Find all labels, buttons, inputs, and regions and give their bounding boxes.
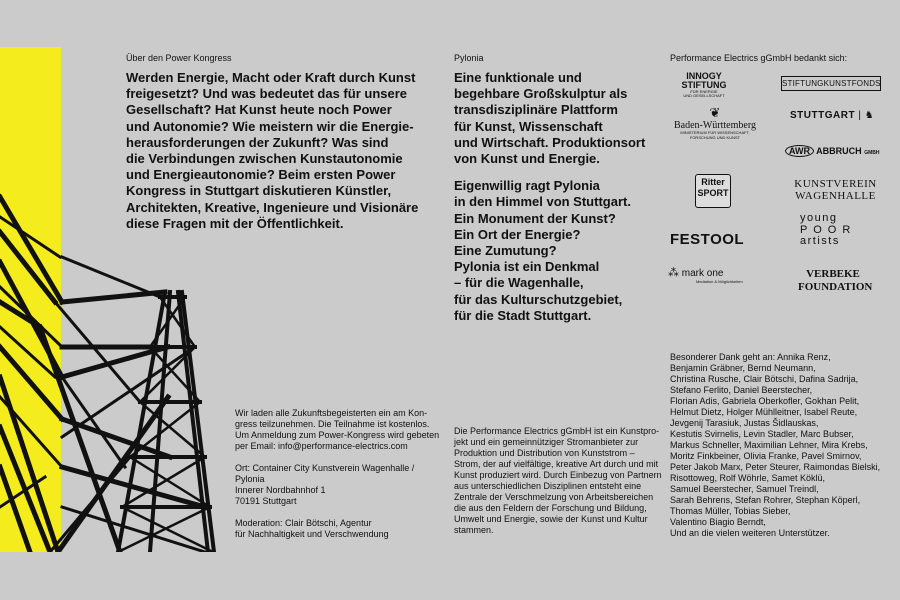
innogy-logo-subtext: FÜR ENERGIE UND GESELLSCHAFT <box>683 89 725 98</box>
section-kicker: Pylonia <box>454 53 484 63</box>
stuttgart-logo <box>790 110 878 121</box>
markone-logo-text: mark one <box>681 268 724 279</box>
crest-icon: ❦ <box>709 105 721 120</box>
pylonia-paragraph-2: Eigenwillig ragt Pylonia in den Himmel von Stuttgart. Ein Monument der Kunst? Ein Ort der Energie? Eine Zumutung? Pylonia ist ein Denkmal – für die Wagenhalle, für das Kulturschutzgebiet, für die Stadt Stuttgart. <box>454 178 631 323</box>
festool-logo-text: FESTOOL <box>670 231 745 248</box>
performance-electrics-text: Die Performance Electrics gGmbH ist ein Kunstpro- jekt und ein gemeinnütziger Stromanbieter zur Produktion und Distribution von Kunststrom – Strom, der auf vielfältige, kreative Art durch und mit Kunst produziert wird. Durch Einbezug von Partnern aus unterschiedlichen Disziplinen entsteht eine Zentrale der Verschmelzung von Arbeitsbereichen die aus den Feldern der Forschung und Bildung, Umwelt und Energie, sowie der Kunst und Kultur stammen. <box>454 426 662 535</box>
verbeke-foundation-logo <box>798 268 873 294</box>
markone-logo-subtext: Mediation & Möglichkeiten <box>696 279 743 284</box>
moderation-text: Moderation: Clair Bötschi, Agentur für Nachhaltigkeit und Verschwendung <box>235 518 389 539</box>
awr-oval-text: AWR <box>785 145 814 157</box>
baden-wuerttemberg-logo <box>670 106 760 140</box>
pylonia-paragraph-1: Eine funktionale und begehbare Großskulptur als transdisziplinäre Plattform für Kunst, Wissenschaft und Wirtschaft. Produktionsort von Kunst und Energie. <box>454 70 646 167</box>
kunstverein-logo-text: KUNSTVEREIN WAGENHALLE <box>794 178 877 202</box>
thanks-block <box>670 352 890 539</box>
middle-column <box>454 53 654 324</box>
festool-logo <box>670 231 760 248</box>
stuttgart-logo-text: STUTTGART <box>790 110 856 121</box>
kongress-headline: Werden Energie, Macht oder Kraft durch Kunst freigesetzt? Und was bedeutet das für unsere Gesellschaft? Hat Kunst heute noch Power und Autonomie? Wie meistern wir die Energie- herausforderungen der Zukunft? Was sind die Verbindungen zwischen Kunstautonomie und Energieautonomie? Beim ersten Power Kongress in Stuttgart diskutieren Künstler, Architekten, Kreative, Ingenieure und Visionäre diese Fragen mit der Öffentlichkeit. <box>126 70 419 231</box>
bw-logo-name: Baden-Württemberg <box>673 120 756 131</box>
left-column <box>126 53 436 232</box>
invitation-text: Wir laden alle Zukunftsbegeisterten ein am Kon- gress teilzunehmen. Die Teilnahme ist kostenlos. Um Anmeldung zum Power-Kongress wird gebeten per Email: info@performance-electrics.com <box>235 408 440 451</box>
innogy-stiftung-logo <box>672 72 736 98</box>
horse-icon: | ♞ <box>858 110 875 121</box>
thanks-text: Besonderer Dank geht an: Annika Renz, Benjamin Gräbner, Bernd Neumann, Christina Rusche, Clair Bötschi, Dafina Sadrija, Stefano Ferlito, Daniel Beerstecher, Florian Adis, Gabriela Oberkofler, Gokhan Pelit, Helmut Dietz, Holger Mühlleitner, Isabel Reute, Jevgenij Tarasiuk, Justas Šidlauskas, Kestutis Svirnelis, Levin Stadler, Marc Bubser, Markus Schneller, Maximilian Lehner, Mira Krebs, Moritz Finkbeiner, Olivia Franke, Pavel Smirnov, Peter Jakob Marx, Peter Steurer, Raimondas Bielski, Risottoweg, Rolf Wöhrle, Samet Köklü, Samuel Beerstecher, Samuel Treindl, Sarah Behrens, Stefan Rohrer, Stephan Köperl, Thomas Müller, Tobias Sieber, Valentino Biagio Berndt, Und an die vielen weiteren Unterstützer. <box>670 352 881 538</box>
invitation-block <box>235 408 450 540</box>
mark-one-logo <box>668 266 760 285</box>
stiftung-kunstfonds-logo <box>781 76 881 91</box>
innogy-logo-text: INNOGY STIFTUNG <box>681 71 727 90</box>
awr-logo-small: GMBH <box>864 150 880 156</box>
young-poor-artists-logo <box>800 213 880 248</box>
dots-icon: ⁂ <box>668 267 679 279</box>
ypa-logo-text: young P O O R artists <box>800 212 852 247</box>
awr-abbruch-logo <box>785 145 880 157</box>
right-column <box>670 53 885 70</box>
performance-electrics-block <box>454 426 669 536</box>
section-kicker: Über den Power Kongress <box>126 53 232 63</box>
kunstverein-wagenhalle-logo <box>788 178 883 202</box>
ritter-logo-text: Ritter SPORT <box>697 177 729 198</box>
kunstfonds-logo-text: STIFTUNGKUNSTFONDS <box>782 79 881 88</box>
verbeke-logo-text: VERBEKE FOUNDATION <box>798 268 873 293</box>
sponsors-kicker: Performance Electrics gGmbH bedankt sich: <box>670 53 848 63</box>
awr-logo-text: ABBRUCH <box>816 146 862 156</box>
location-text: Ort: Container City Kunstverein Wagenhalle / Pylonia Innerer Nordbahnhof 1 70191 Stuttgart <box>235 463 415 506</box>
ritter-sport-logo <box>695 174 731 208</box>
bw-logo-subtext: MINISTERIUM FÜR WISSENSCHAFT, FORSCHUNG UND KUNST <box>680 130 750 140</box>
